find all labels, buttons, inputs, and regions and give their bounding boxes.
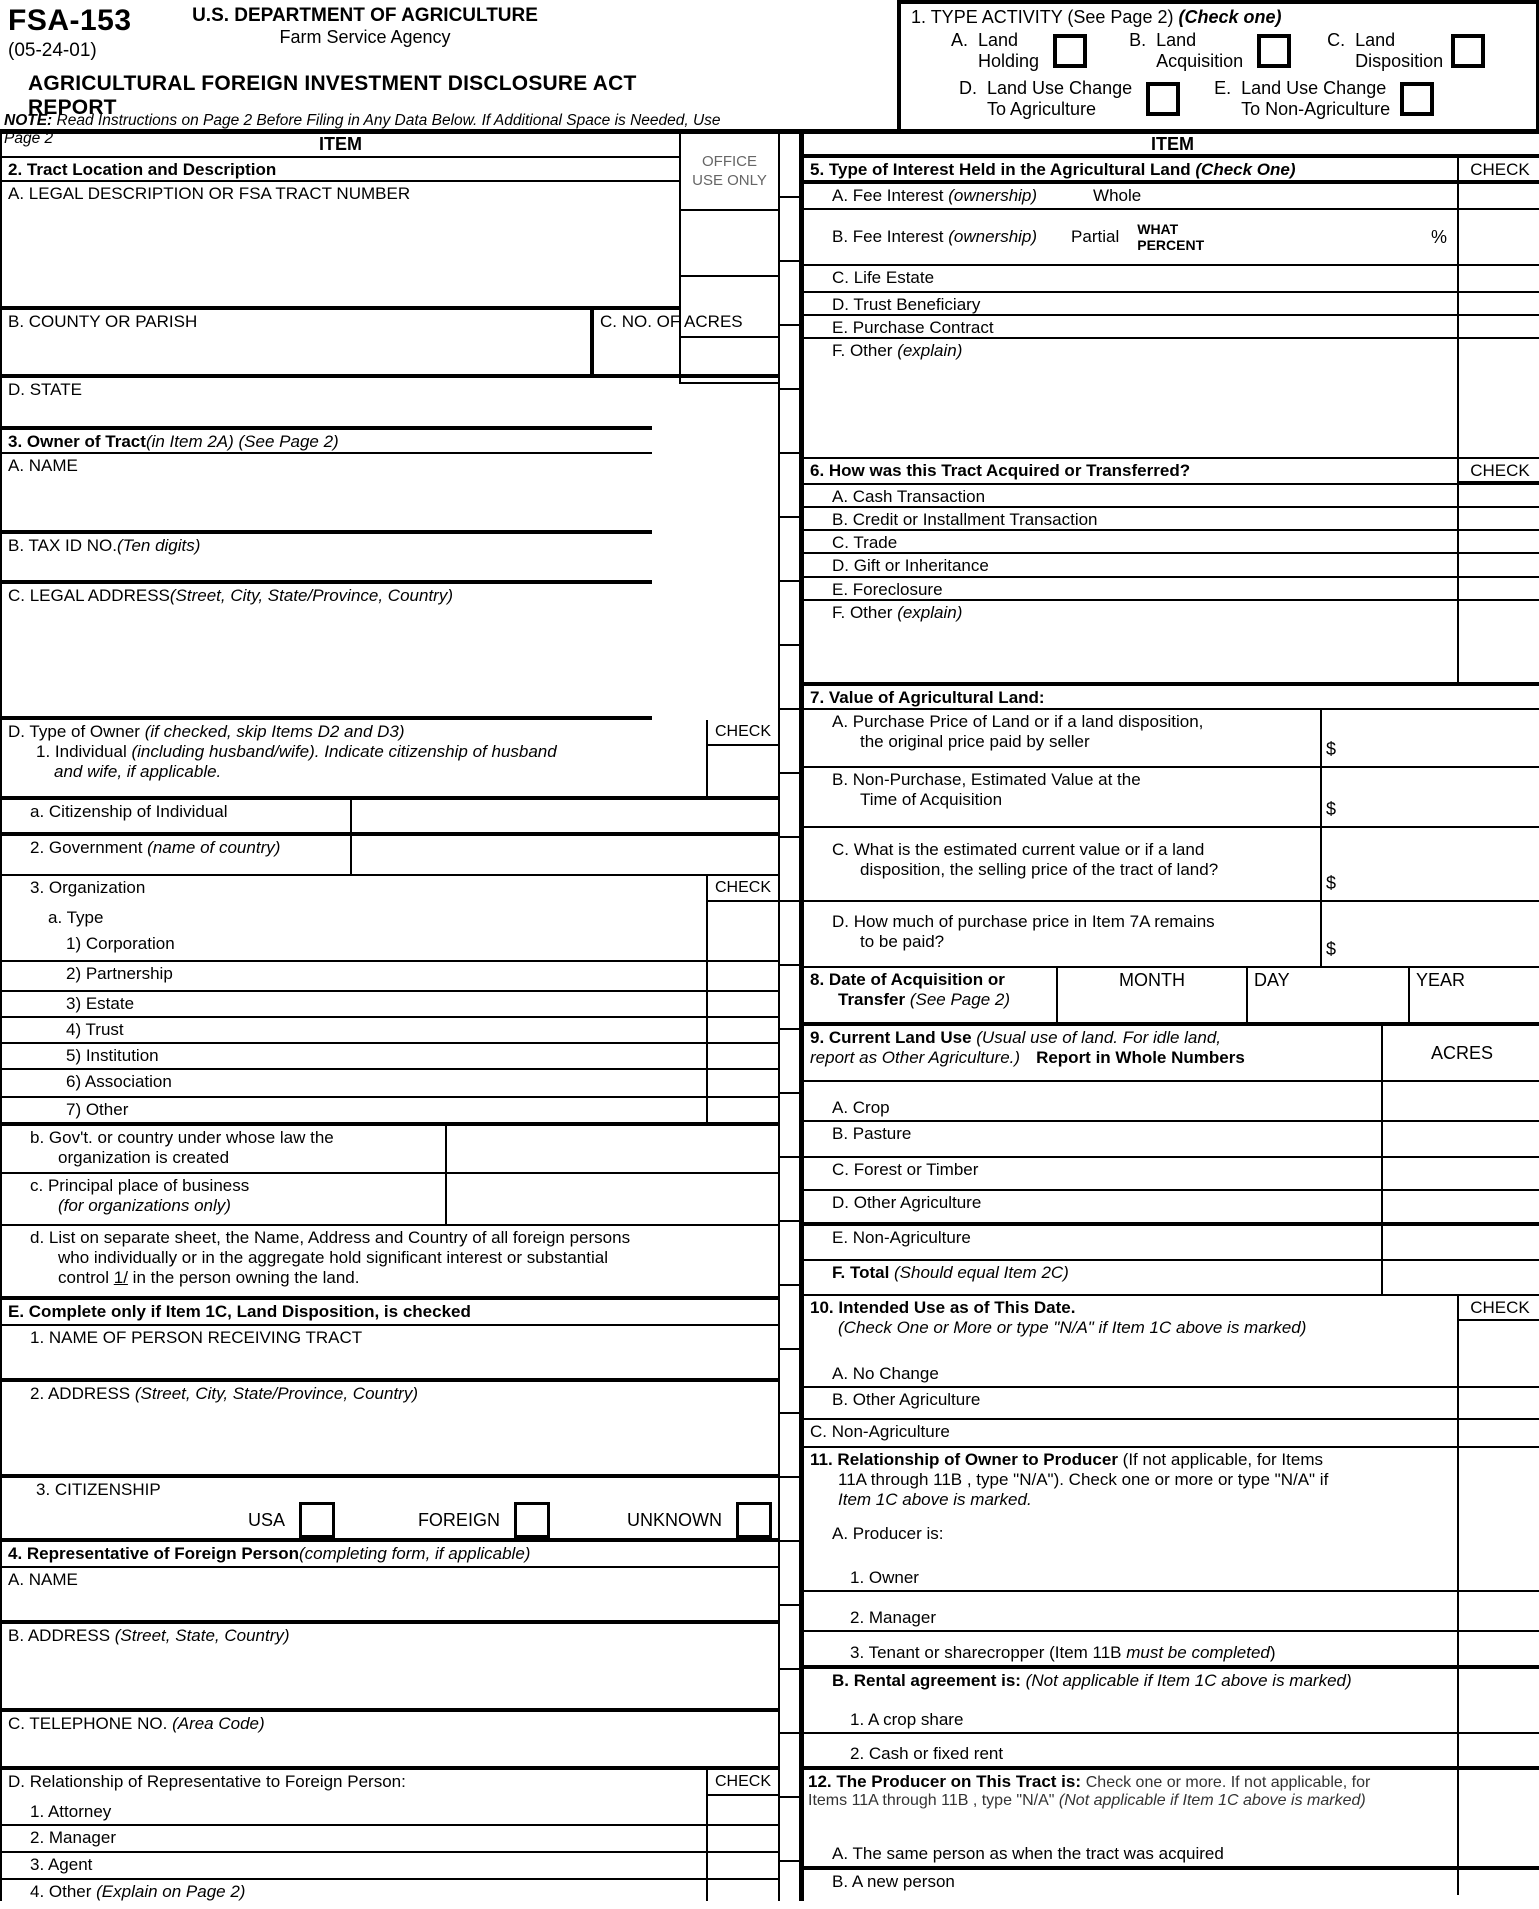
trust-beneficiary-check-cell[interactable] xyxy=(1457,293,1539,314)
office-use-column xyxy=(778,134,799,1901)
purchase-contract-label: E. Purchase Contract xyxy=(832,318,994,337)
item5b-row: B. Fee Interest (ownership) Partial WHAT PERCENT % xyxy=(804,210,1539,266)
land-use-change-to-agriculture-checkbox[interactable] xyxy=(1146,82,1180,116)
item11b-option-row xyxy=(804,1734,1539,1770)
producer-owner-label: 1. Owner xyxy=(850,1568,919,1587)
item8-date-row xyxy=(804,968,1539,1026)
item3b-tax-id-field[interactable]: B. TAX ID NO. (Ten digits) xyxy=(2,534,652,584)
item2b-county-or-parish-field[interactable]: B. COUNTY OR PARISH xyxy=(2,310,594,374)
item6f-other-explain-field[interactable]: F. Other (explain) xyxy=(832,603,963,622)
cash-transaction-check-cell[interactable] xyxy=(1457,485,1539,506)
cash-transaction-label: A. Cash Transaction xyxy=(832,487,986,506)
crop-share-label: 1. A crop share xyxy=(850,1710,964,1729)
item10-title-row: 10. Intended Use as of This Date. (Check One or More or type "N/A" if Item 1C above is marked) CHECK xyxy=(804,1296,1539,1356)
purchase-contract-check-cell[interactable] xyxy=(1457,316,1539,337)
item7d-row: D. How much of purchase price in Item 7A remains to be paid? $ xyxy=(804,902,1539,968)
gift-inheritance-check-cell[interactable] xyxy=(1457,554,1539,576)
item3e3-label: 3. CITIZENSHIP xyxy=(36,1480,161,1499)
other-org-check-cell[interactable] xyxy=(706,1098,778,1126)
other-acquisition-check-cell[interactable] xyxy=(1457,601,1539,682)
item7b-row: B. Non-Purchase, Estimated Value at the Time of Acquisition $ xyxy=(804,768,1539,828)
item2-bc-row xyxy=(2,310,778,378)
form-revision-date: (05-24-01) xyxy=(8,40,97,61)
acres-column-header: ACRES xyxy=(1381,1026,1539,1080)
org-type-other: 7) Other xyxy=(2,1098,706,1126)
no-change-check-cell[interactable] xyxy=(1457,1356,1539,1386)
item6-option-row xyxy=(804,485,1539,508)
same-person-check-cell[interactable] xyxy=(1457,1832,1539,1866)
item3c-legal-address-field[interactable]: C. LEGAL ADDRESS (Street, City, State/Province, Country) xyxy=(2,584,652,720)
item5d-row xyxy=(804,293,1539,316)
credit-installment-label: B. Credit or Installment Transaction xyxy=(832,510,1098,529)
item4d-option-row xyxy=(2,1800,778,1826)
note-text: Read Instructions on Page 2 Before Filing in Any Data Below. If Additional Space is Needed, Use Page 2 xyxy=(4,112,721,147)
intended-other-agriculture-check-cell[interactable] xyxy=(1457,1388,1539,1418)
item12b-row xyxy=(804,1870,1539,1895)
note-label: NOTE: xyxy=(4,112,53,129)
item11-title-row: 11. Relationship of Owner to Producer (If not applicable, for Items 11A through 11B , type "N/A"). Check one or more or type "N/A" if Item 1C above is marked. xyxy=(804,1448,1539,1522)
item1-option-e: E. Land Use Change To Non-Agriculture xyxy=(1214,78,1434,119)
item9-option-row xyxy=(804,1226,1539,1261)
forest-timber-acres-field[interactable] xyxy=(1381,1158,1539,1189)
what-percent-label: WHAT PERCENT xyxy=(1137,220,1205,253)
foreclosure-label: E. Foreclosure xyxy=(832,580,943,599)
item7-title: 7. Value of Agricultural Land: xyxy=(804,686,1539,710)
attorney-label: 1. Attorney xyxy=(2,1800,706,1826)
item4d-relationship xyxy=(2,1770,778,1800)
intended-non-agriculture-label: C. Non-Agriculture xyxy=(810,1422,950,1441)
association-check-cell[interactable] xyxy=(706,1070,778,1098)
item3e1-name-receiving-tract-field[interactable]: 1. NAME OF PERSON RECEIVING TRACT xyxy=(2,1326,778,1382)
item11b-row xyxy=(804,1669,1539,1697)
item3-title: 3. Owner of Tract (in Item 2A) (See Page 2) xyxy=(2,430,652,454)
item6-option-row xyxy=(804,531,1539,554)
item3d3c-label-line2: (for organizations only) xyxy=(58,1196,231,1215)
gift-inheritance-label: D. Gift or Inheritance xyxy=(832,556,989,575)
item8-month-field[interactable]: MONTH xyxy=(1056,968,1246,1022)
other-interest-check-cell[interactable] xyxy=(1457,339,1539,457)
org-type-institution: 5) Institution xyxy=(2,1044,706,1070)
agent-label: 3. Agent xyxy=(2,1853,706,1880)
other-agriculture-label: D. Other Agriculture xyxy=(832,1193,982,1212)
intended-other-agriculture-label: B. Other Agriculture xyxy=(832,1390,981,1409)
producer-tenant-label: 3. Tenant or sharecropper (Item 11B must be completed) xyxy=(850,1643,1276,1662)
non-agriculture-acres-field[interactable] xyxy=(1381,1226,1539,1259)
producer-owner-check-cell[interactable] xyxy=(1457,1552,1539,1590)
item4-title: 4. Representative of Foreign Person (completing form, if applicable) xyxy=(2,1542,778,1568)
org-type-row xyxy=(2,962,778,992)
item8-label: 8. Date of Acquisition or Transfer (See Page 2) xyxy=(810,970,1010,1009)
item1-option-c: C. Land Disposition xyxy=(1327,30,1485,71)
item4a-name-field[interactable]: A. NAME xyxy=(2,1568,778,1624)
item10-option-row xyxy=(804,1420,1539,1448)
item9-option-row xyxy=(804,1082,1539,1122)
unknown-checkbox[interactable] xyxy=(736,1502,772,1538)
item2-title: 2. Tract Location and Description xyxy=(2,158,679,182)
item4d-option-row xyxy=(2,1826,778,1853)
cash-fixed-rent-check-cell[interactable] xyxy=(1457,1734,1539,1766)
check-column-header: CHECK xyxy=(708,876,778,902)
crop-label: A. Crop xyxy=(832,1098,890,1117)
item3d-type-of-owner xyxy=(2,720,778,800)
producer-tenant-check-cell[interactable] xyxy=(1457,1632,1539,1665)
item11b-option-row xyxy=(804,1697,1539,1734)
check-column-header: CHECK xyxy=(1459,1296,1539,1321)
item7a-row: A. Purchase Price of Land or if a land disposition, the original price paid by seller $ xyxy=(804,710,1539,768)
no-change-label: A. No Change xyxy=(832,1364,939,1383)
org-type-row xyxy=(2,1044,778,1070)
item9-option-row xyxy=(804,1191,1539,1226)
item3d3c-field[interactable] xyxy=(447,1174,778,1224)
item5c-row xyxy=(804,266,1539,293)
item2a-legal-description-field[interactable]: A. LEGAL DESCRIPTION OR FSA TRACT NUMBER xyxy=(2,182,679,310)
dollar-sign: $ xyxy=(1326,873,1337,893)
item3d1a-citizenship-field[interactable] xyxy=(352,800,778,832)
item3d1-individual-check-cell[interactable] xyxy=(708,746,778,796)
check-column-header: CHECK xyxy=(1459,459,1539,483)
item3d3d-list-instruction: d. List on separate sheet, the Name, Address and Country of all foreign persons who individually or in the aggregate hold significant interest or substantial control 1/ in the person owning the land. xyxy=(2,1226,778,1300)
item1-option-d: D. Land Use Change To Agriculture xyxy=(959,78,1180,119)
item2d-state-field[interactable]: D. STATE xyxy=(2,378,652,430)
item5-title-row: 5. Type of Interest Held in the Agricultural Land (Check One) CHECK xyxy=(804,158,1539,184)
item3d-label: D. Type of Owner (if checked, skip Items D2 and D3) xyxy=(8,722,405,741)
foreclosure-check-cell[interactable] xyxy=(1457,578,1539,599)
dollar-sign: $ xyxy=(1326,799,1337,819)
item4d-option-row xyxy=(2,1853,778,1880)
item5f-other-explain-field[interactable]: F. Other (explain) xyxy=(832,341,963,360)
item12a-row xyxy=(804,1832,1539,1870)
land-acquisition-checkbox[interactable] xyxy=(1257,34,1291,68)
item3e-title: E. Complete only if Item 1C, Land Disposition, is checked xyxy=(2,1300,778,1326)
dollar-sign: $ xyxy=(1326,739,1337,759)
item5e-row xyxy=(804,316,1539,339)
dollar-sign: $ xyxy=(1326,939,1337,959)
item8-day-field[interactable]: DAY xyxy=(1246,968,1408,1022)
check-cell xyxy=(1457,1448,1539,1522)
org-type-row xyxy=(2,1070,778,1098)
item3d3b-label-line2: organization is created xyxy=(58,1148,230,1167)
item3a-name-field[interactable]: A. NAME xyxy=(2,454,652,534)
item3d1a-label: a. Citizenship of Individual xyxy=(2,800,352,832)
item3d3b-label-line1: b. Gov't. or country under whose law the xyxy=(30,1128,334,1147)
item9f-total-row: F. Total (Should equal Item 2C) xyxy=(804,1261,1539,1296)
rental-agreement-label: B. Rental agreement is: (Not applicable if Item 1C above is marked) xyxy=(832,1671,1352,1690)
item7c-row: C. What is the estimated current value or if a land disposition, the selling price of the tract of land? $ xyxy=(804,828,1539,902)
item5f-row xyxy=(804,339,1539,459)
item3d2-label: 2. Government (name of country) xyxy=(2,836,352,874)
producer-manager-label: 2. Manager xyxy=(850,1608,936,1627)
unknown-label: UNKNOWN xyxy=(627,1509,722,1530)
item10-option-row xyxy=(804,1356,1539,1388)
item7b-amount-field[interactable] xyxy=(1320,768,1539,826)
crop-share-check-cell[interactable] xyxy=(1457,1697,1539,1732)
office-use-only-header: OFFICE USE ONLY xyxy=(679,134,778,211)
new-person-check-cell[interactable] xyxy=(1457,1870,1539,1895)
other-rep-label: 4. Other (Explain on Page 2) xyxy=(30,1882,246,1901)
right-item-header: ITEM xyxy=(804,134,1539,158)
item3d3c-label-line1: c. Principal place of business xyxy=(30,1176,250,1195)
org-type-row xyxy=(2,1018,778,1044)
item11a-row xyxy=(804,1522,1539,1552)
form-title: AGRICULTURAL FOREIGN INVESTMENT DISCLOSURE ACT REPORT xyxy=(28,72,637,119)
foreign-checkbox[interactable] xyxy=(514,1502,550,1538)
item7c-amount-field[interactable] xyxy=(1320,828,1539,900)
item11-option-row xyxy=(804,1592,1539,1632)
institution-check-cell[interactable] xyxy=(706,1044,778,1070)
item3d3c-principal-place xyxy=(2,1174,778,1226)
partnership-check-cell[interactable] xyxy=(706,962,778,992)
land-holding-checkbox[interactable] xyxy=(1053,34,1087,68)
pasture-label: B. Pasture xyxy=(832,1124,912,1143)
item3d2-government xyxy=(2,836,778,876)
item7a-amount-field[interactable] xyxy=(1320,710,1539,766)
department-name: U.S. DEPARTMENT OF AGRICULTURE xyxy=(192,5,538,26)
form-number: FSA-153 xyxy=(8,4,132,37)
life-estate-label: C. Life Estate xyxy=(832,268,935,287)
fee-interest-whole-check-cell[interactable] xyxy=(1457,184,1539,208)
office-use-cell[interactable] xyxy=(679,277,778,338)
pasture-acres-field[interactable] xyxy=(1381,1122,1539,1156)
item9-option-row xyxy=(804,1122,1539,1158)
item3e2-address-field[interactable]: 2. ADDRESS (Street, City, State/Province, Country) xyxy=(2,1382,778,1478)
item3d1-individual-label: 1. Individual (including husband/wife). Indicate citizenship of husband xyxy=(36,742,557,761)
corporation-check-cell[interactable] xyxy=(706,932,778,962)
item3d1a-citizenship-of-individual xyxy=(2,800,778,836)
org-type-row xyxy=(2,932,778,962)
form-number-block xyxy=(8,4,132,62)
estate-check-cell[interactable] xyxy=(706,992,778,1018)
item1-type-activity xyxy=(897,0,1539,134)
org-type-row xyxy=(2,992,778,1018)
item4b-address-field[interactable]: B. ADDRESS (Street, State, Country) xyxy=(2,1624,778,1712)
same-person-label: A. The same person as when the tract was acquired xyxy=(832,1844,1224,1863)
left-column xyxy=(2,134,799,1901)
percent-sign: % xyxy=(1430,226,1447,247)
org-type-partnership: 2) Partnership xyxy=(2,962,706,992)
left-item-header: ITEM xyxy=(2,134,679,158)
org-type-estate: 3) Estate xyxy=(2,992,706,1018)
check-cell xyxy=(1457,1522,1539,1552)
foreign-label: FOREIGN xyxy=(417,1509,500,1530)
item1-option-a: A. Land Holding xyxy=(951,30,1087,71)
item3d3b-field[interactable] xyxy=(447,1126,778,1172)
attorney-check-cell[interactable] xyxy=(706,1800,778,1826)
item5a-row: A. Fee Interest (ownership) Whole xyxy=(804,184,1539,210)
item3d3b-govt-or-country xyxy=(2,1126,778,1174)
org-type-association: 6) Association xyxy=(2,1070,706,1098)
land-disposition-checkbox[interactable] xyxy=(1451,34,1485,68)
item9-title-row: 9. Current Land Use (Usual use of land. For idle land, report as Other Agriculture.) Report in Whole Numbers ACRES xyxy=(804,1026,1539,1082)
item1-label: 1. TYPE ACTIVITY (See Page 2) (Check one) xyxy=(911,7,1282,27)
item3d3a-label: a. Type xyxy=(48,908,104,927)
check-column-header: CHECK xyxy=(1459,158,1539,182)
office-use-cell[interactable] xyxy=(679,211,778,277)
item6-option-row xyxy=(804,508,1539,531)
new-person-label: B. A new person xyxy=(832,1872,955,1891)
item2c-no-of-acres-field[interactable]: C. NO. OF ACRES xyxy=(600,312,743,331)
org-type-trust: 4) Trust xyxy=(2,1018,706,1044)
org-type-row xyxy=(2,1098,778,1126)
producer-manager-check-cell[interactable] xyxy=(1457,1592,1539,1630)
check-column-header: CHECK xyxy=(708,1770,778,1796)
forest-timber-label: C. Forest or Timber xyxy=(832,1160,979,1179)
agency-name: Farm Service Agency xyxy=(279,27,451,47)
agent-check-cell[interactable] xyxy=(706,1853,778,1880)
check-column-header: CHECK xyxy=(708,720,778,746)
item3d3-organization xyxy=(2,876,778,906)
item4c-telephone-field[interactable]: C. TELEPHONE NO. (Area Code) xyxy=(2,1712,778,1770)
life-estate-check-cell[interactable] xyxy=(1457,266,1539,291)
item3d3a-type xyxy=(2,906,778,932)
trust-check-cell[interactable] xyxy=(706,1018,778,1044)
usa-label: USA xyxy=(248,1509,286,1530)
item7d-amount-field[interactable] xyxy=(1320,902,1539,966)
item10-option-row xyxy=(804,1388,1539,1420)
office-use-cell[interactable] xyxy=(679,338,778,384)
non-agriculture-label: E. Non-Agriculture xyxy=(832,1228,971,1247)
item6-option-row xyxy=(804,578,1539,601)
item4d-label: D. Relationship of Representative to Foreign Person: xyxy=(8,1772,406,1791)
land-use-change-to-non-agriculture-checkbox[interactable] xyxy=(1400,82,1434,116)
item3d3-label: 3. Organization xyxy=(30,878,146,897)
item6-option-row xyxy=(804,554,1539,578)
usa-checkbox[interactable] xyxy=(299,1502,335,1538)
manager-rep-check-cell[interactable] xyxy=(706,1826,778,1853)
item4d-option-row xyxy=(2,1880,778,1901)
item6f-row xyxy=(804,601,1539,686)
item8-year-field[interactable]: YEAR xyxy=(1408,968,1539,1022)
total-acres-field[interactable] xyxy=(1381,1261,1539,1294)
check-cell[interactable] xyxy=(706,906,778,932)
intended-non-agriculture-check-cell[interactable] xyxy=(1457,1420,1539,1446)
check-cell xyxy=(1457,1669,1539,1697)
item11-option-row xyxy=(804,1552,1539,1592)
item3e3-citizenship xyxy=(2,1478,778,1542)
other-agriculture-acres-field[interactable] xyxy=(1381,1191,1539,1222)
manager-rep-label: 2. Manager xyxy=(2,1826,706,1853)
crop-acres-field[interactable] xyxy=(1381,1082,1539,1120)
trust-beneficiary-label: D. Trust Beneficiary xyxy=(832,295,981,314)
trade-check-cell[interactable] xyxy=(1457,531,1539,552)
org-type-corporation: 1) Corporation xyxy=(2,932,706,962)
fee-interest-partial-check-cell[interactable] xyxy=(1457,210,1539,264)
agency-block xyxy=(150,5,580,48)
cash-fixed-rent-label: 2. Cash or fixed rent xyxy=(850,1744,1004,1763)
item11-option-row xyxy=(804,1632,1539,1669)
trade-label: C. Trade xyxy=(832,533,898,552)
item3d2-government-field[interactable] xyxy=(352,836,778,874)
item9-option-row xyxy=(804,1158,1539,1191)
credit-installment-check-cell[interactable] xyxy=(1457,508,1539,529)
check-cell xyxy=(1457,1770,1539,1832)
item6-title-row: 6. How was this Tract Acquired or Transferred? CHECK xyxy=(804,459,1539,485)
other-rep-check-cell[interactable] xyxy=(706,1880,778,1901)
item1-option-b: B. Land Acquisition xyxy=(1129,30,1291,71)
item12-title-row: 12. The Producer on This Tract is: Check one or more. If not applicable, for Items 11A through 11B , type "N/A" (Not applicable if Item 1C above is marked) xyxy=(804,1770,1539,1832)
producer-is-label: A. Producer is: xyxy=(832,1524,944,1543)
item3d1-individual-label-line2: and wife, if applicable. xyxy=(54,762,222,781)
right-column xyxy=(799,134,1539,1901)
